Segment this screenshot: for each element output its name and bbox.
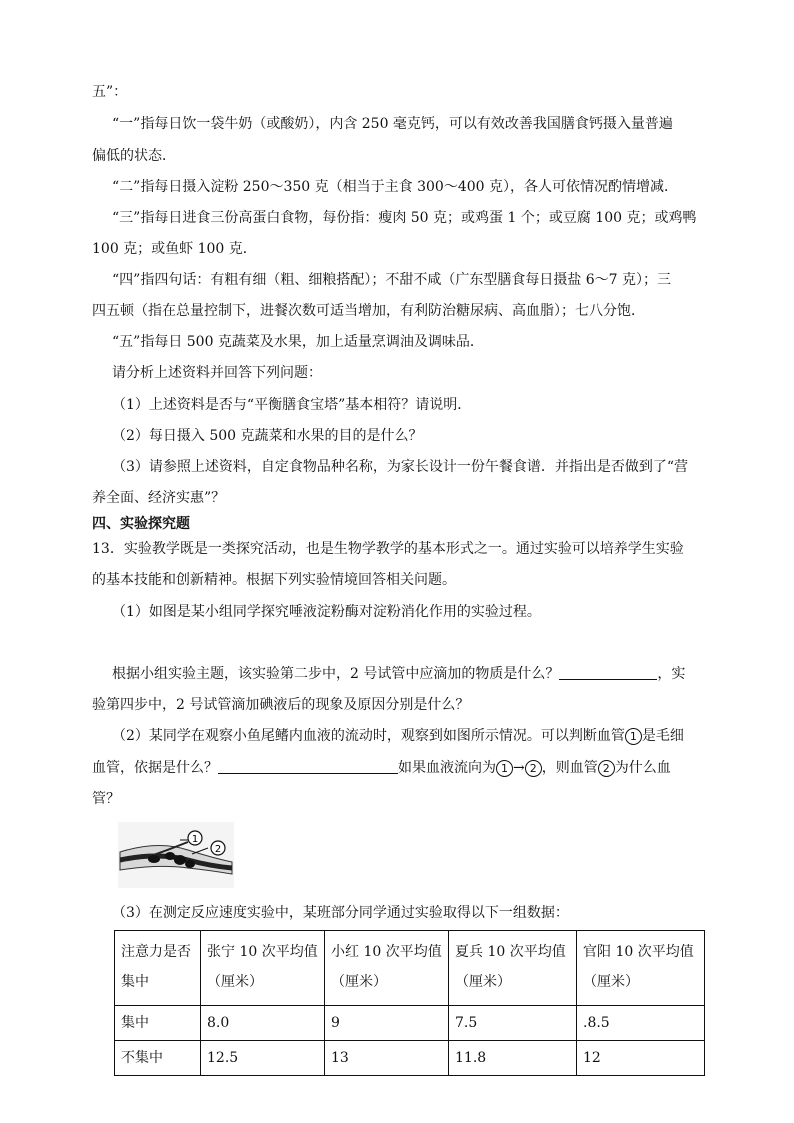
circled-number: 1	[496, 760, 513, 777]
text-line: “三”指每日进食三份高蛋白食物，每份指：瘦肉 50 克；或鸡蛋 1 个；或豆腐 100 克；或鸡鸭	[112, 210, 697, 226]
header-cell: 夏兵 10 次平均值 （厘米）	[449, 931, 577, 1006]
table-header-row	[115, 931, 705, 1006]
question-1: （1）上述资料是否与“平衡膳食宝塔”基本相符？请说明．	[112, 397, 472, 413]
table-row	[115, 1041, 705, 1076]
text-line	[92, 758, 671, 778]
blood-cell	[148, 855, 160, 863]
text-line: 偏低的状态．	[92, 148, 176, 164]
table-cell: 12	[577, 1041, 705, 1076]
header-cell: 官阳 10 次平均值 （厘米）	[577, 931, 705, 1006]
table-cell: 11.8	[449, 1041, 577, 1076]
subquestion-2	[112, 726, 684, 746]
table-cell: 不集中	[115, 1041, 201, 1076]
text-span: 根据小组实验主题，该实验第二步中，2 号试管中应滴加的物质是什么？	[112, 666, 560, 682]
table-cell: .8.5	[577, 1006, 705, 1041]
text-line: 13．实验教学既是一类探究活动，也是生物学教学的基本形式之一。通过实验可以培养学生实验	[92, 541, 684, 557]
circled-number: 1	[625, 728, 642, 745]
text-span: 如果血液流向为	[398, 760, 496, 776]
text-line: 请分析上述资料并回答下列问题：	[112, 365, 322, 381]
text-line: 验第四步中，2 号试管滴加碘液后的现象及原因分别是什么？	[92, 697, 470, 713]
text-span: 血管，依据是什么？	[92, 760, 218, 776]
text-span: （2）某同学在观察小鱼尾鳍内血液的流动时，观察到如图所示情况。可以判断血管	[112, 728, 625, 744]
text-line: 四五顿（指在总量控制下，进餐次数可适当增加，有利防治糖尿病、高血脂）；七八分饱．	[92, 303, 645, 319]
text-span: ，则血管	[541, 760, 598, 776]
answer-blank[interactable]	[559, 665, 657, 680]
header-cell: 注意力是否 集中	[115, 931, 201, 1006]
table-cell: 9	[325, 1006, 449, 1041]
text-line: “一”指每日饮一袋牛奶（或酸奶），内含 250 毫克钙，可以有效改善我国膳食钙摄入量普遍	[112, 116, 673, 132]
text-line: 养全面、经济实惠”？	[92, 490, 226, 506]
header-cell: 小红 10 次平均值 （厘米）	[325, 931, 449, 1006]
table-cell: 集中	[115, 1006, 201, 1041]
table-cell: 7.5	[449, 1006, 577, 1041]
reaction-speed-table	[114, 930, 705, 1076]
text-line: “二”指每日摄入淀粉 250～350 克（相当于主食 300～400 克），各人可依情况酌情增减．	[112, 179, 679, 195]
table-cell: 8.0	[201, 1006, 325, 1041]
table-cell: 13	[325, 1041, 449, 1076]
blood-cell	[174, 855, 186, 865]
table-row	[115, 1006, 705, 1041]
text-line: “五”指每日 500 克蔬菜及水果，加上适量烹调油及调味品．	[112, 334, 484, 350]
text-line: “四”指四句话：有粗有细（粗、细粮搭配）；不甜不咸（广东型膳食每日摄盐 6～7 克）；三	[112, 272, 672, 288]
text-line: 的基本技能和创新精神。根据下列实验情境回答相关问题。	[92, 572, 456, 588]
text-line	[112, 664, 685, 684]
circled-number: 2	[525, 760, 542, 777]
answer-blank[interactable]	[218, 759, 398, 774]
subquestion-1: （1）如图是某小组同学探究唾液淀粉酶对淀粉消化作用的实验过程。	[112, 604, 541, 620]
section-heading: 四、实验探究题	[92, 516, 190, 532]
fish-tail-blood-vessel-figure	[118, 822, 234, 888]
arrow: →	[513, 760, 525, 776]
text-line: 管？	[92, 791, 120, 807]
header-cell: 张宁 10 次平均值 （厘米）	[201, 931, 325, 1006]
question-3: （3）请参照上述资料，自定食物品种名称，为家长设计一份午餐食谱．并指出是否做到了“营	[112, 459, 689, 475]
text-span: ，实	[657, 666, 686, 682]
circled-number: 2	[598, 760, 615, 777]
label-2: 2	[214, 844, 222, 855]
text-line: 五”：	[92, 84, 128, 100]
text-span: 为什么血	[614, 760, 671, 776]
blood-cell	[165, 852, 175, 860]
text-span: 是毛细	[641, 728, 684, 744]
text-line: 100 克；或鱼虾 100 克．	[92, 241, 257, 257]
label-1: 1	[191, 834, 199, 845]
blood-cell	[185, 860, 195, 868]
question-2: （2）每日摄入 500 克蔬菜和水果的目的是什么？	[112, 428, 423, 444]
table-cell: 12.5	[201, 1041, 325, 1076]
subquestion-3: （3）在测定反应速度实验中，某班部分同学通过实验取得以下一组数据：	[112, 905, 569, 921]
